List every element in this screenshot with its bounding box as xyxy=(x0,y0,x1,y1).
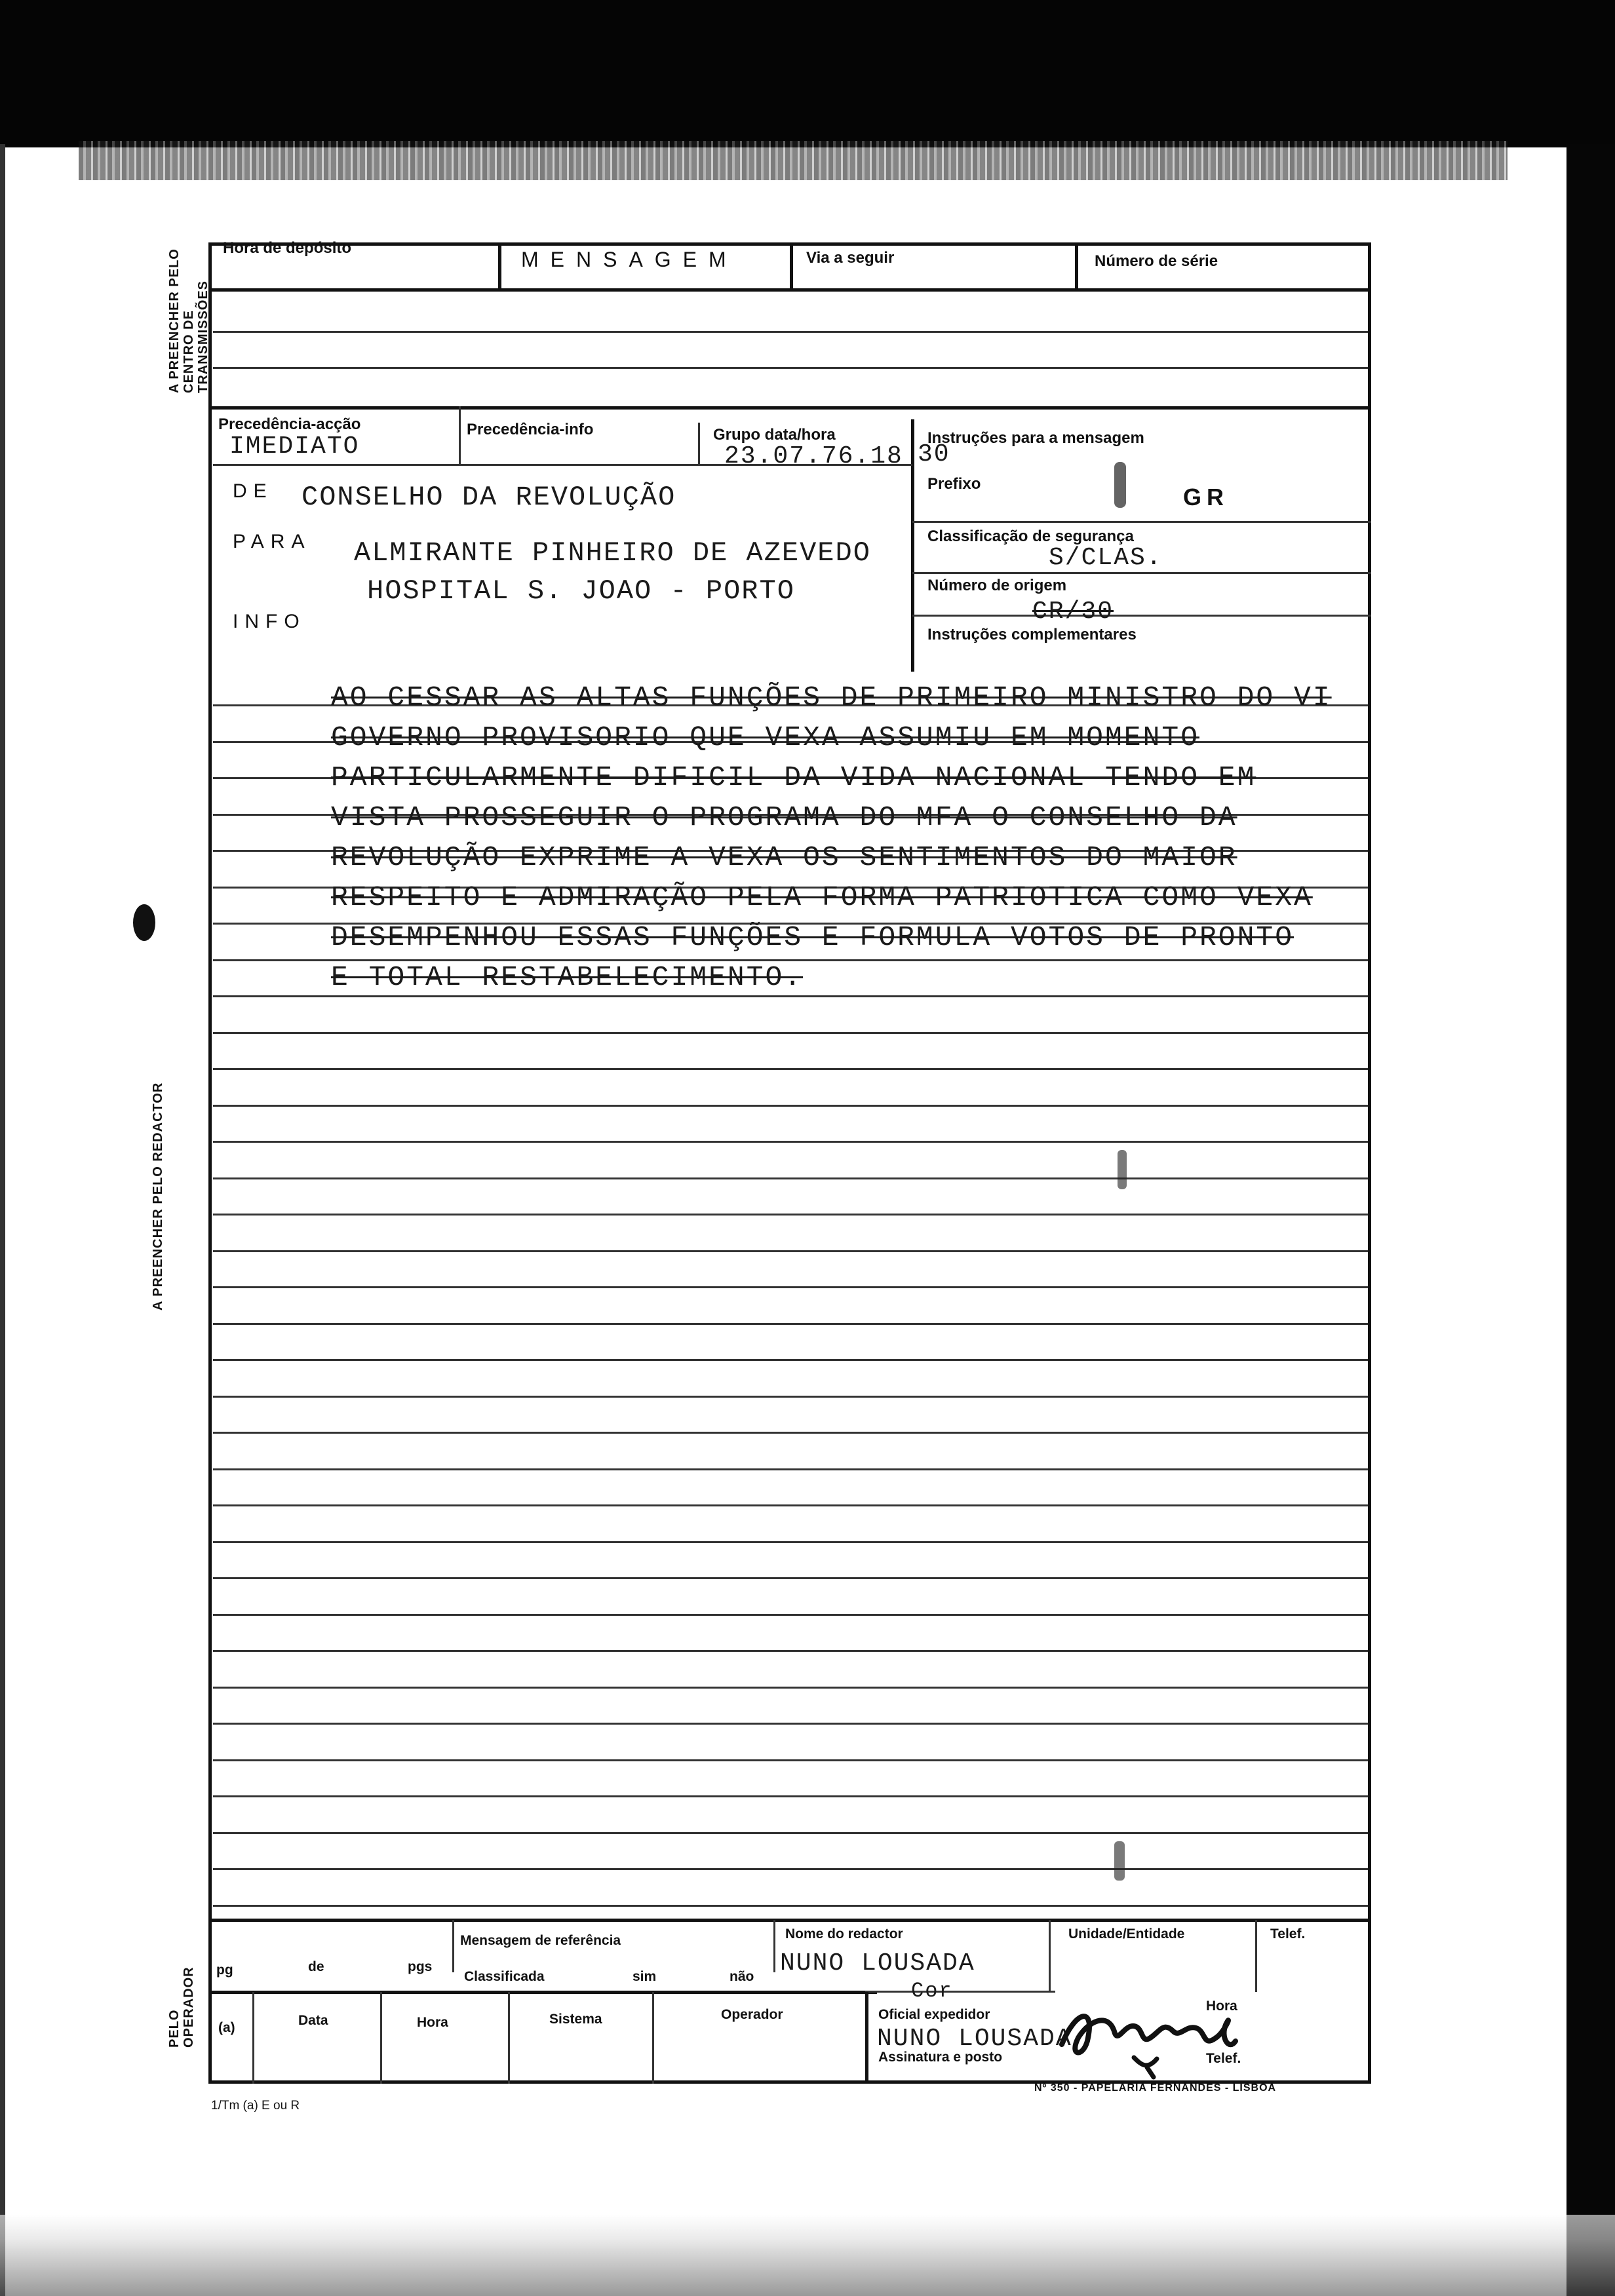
footer-divider-v xyxy=(652,1992,654,2084)
ruled-line xyxy=(213,1105,1368,1107)
prefixo-value: GR xyxy=(1183,484,1229,510)
routing-divider-v3 xyxy=(911,419,914,672)
ruled-line xyxy=(213,1323,1368,1325)
routing-divider-v2 xyxy=(698,423,700,465)
ruled-line xyxy=(213,1068,1368,1070)
header-divider-v1 xyxy=(498,242,501,290)
ruled-line xyxy=(213,367,1368,369)
header-divider-v2 xyxy=(790,242,793,290)
footer-divider-v xyxy=(1049,1920,1051,1992)
ruled-line xyxy=(213,1250,1368,1252)
de-label: DE xyxy=(233,480,273,502)
ruled-line xyxy=(213,1795,1368,1797)
nome-redactor-value: NUNO LOUSADA xyxy=(780,1949,975,1978)
ruled-line xyxy=(213,1868,1368,1870)
mensagem-referencia-label: Mensagem de referência xyxy=(460,1933,621,1948)
ruled-line xyxy=(213,1468,1368,1470)
para-value-1: ALMIRANTE PINHEIRO DE AZEVEDO xyxy=(354,537,871,569)
routing-line-right xyxy=(912,615,1371,617)
side-label-redactor: A PREENCHER PELO REDACTOR xyxy=(151,1082,165,1311)
ruled-line xyxy=(213,1832,1368,1834)
nome-redactor-label: Nome do redactor xyxy=(785,1926,903,1942)
footer-divider-v xyxy=(252,1992,254,2084)
routing-line-right xyxy=(912,572,1371,574)
ruled-line xyxy=(213,1541,1368,1543)
numero-origem-label: Número de origem xyxy=(927,577,1067,594)
side-label-operador: PELO OPERADOR xyxy=(167,1966,196,2048)
nao-label: não xyxy=(730,1969,754,1984)
section-divider xyxy=(208,406,1371,410)
classificacao-value: S/CLAS. xyxy=(1049,544,1163,572)
ruled-line xyxy=(213,1614,1368,1616)
classificada-label: Classificada xyxy=(464,1969,545,1984)
routing-divider-v1 xyxy=(459,406,461,465)
operador-label: Operador xyxy=(721,2007,783,2022)
para-value-2: HOSPITAL S. JOAO - PORTO xyxy=(367,575,795,607)
assinatura-posto-label: Assinatura e posto xyxy=(878,2050,1003,2065)
ruled-line xyxy=(213,1359,1368,1361)
hora-label: Hora xyxy=(417,2015,448,2030)
prefixo-label: Prefixo xyxy=(927,475,981,493)
footer-divider-3 xyxy=(865,1991,1055,1993)
ink-mark xyxy=(1114,1841,1125,1881)
ruled-line xyxy=(213,1759,1368,1761)
ruled-line xyxy=(213,1905,1368,1907)
message-line: RESPEITO E ADMIRAÇÃO PELA FORMA PATRIOTICA COMO VEXA xyxy=(331,881,1313,913)
precedencia-accao-label: Precedência-acção xyxy=(218,415,361,433)
hora-deposito-label: Hora de depósito xyxy=(223,239,352,257)
sim-label: sim xyxy=(632,1969,657,1984)
instrucoes-mensagem-label: Instruções para a mensagem xyxy=(927,429,1144,447)
footer-divider-2 xyxy=(208,1991,877,1994)
ruled-line xyxy=(213,1504,1368,1506)
ruled-line xyxy=(213,1723,1368,1725)
ruled-line xyxy=(213,1214,1368,1215)
footer-divider xyxy=(208,1919,1371,1922)
pg-label: pg xyxy=(216,1962,233,1978)
oficial-telef-label: Telef. xyxy=(1206,2051,1241,2066)
pg-de-label: de xyxy=(308,1959,324,1974)
header-divider-v3 xyxy=(1075,242,1078,290)
footer-divider-v xyxy=(380,1992,382,2084)
oficial-expedidor-value: NUNO LOUSADA xyxy=(877,2025,1072,2053)
message-line: VISTA PROSSEGUIR O PROGRAMA DO MFA O CONSELHO DA xyxy=(331,801,1237,833)
numero-origem-value: CR/30 xyxy=(1032,598,1114,626)
grupo-data-hora-value: 23.07.76.18 xyxy=(724,442,903,470)
info-label: INFO xyxy=(233,611,306,632)
oficial-expedidor-label: Oficial expedidor xyxy=(878,2007,990,2022)
oficial-hora-label: Hora xyxy=(1206,1999,1237,2014)
nome-redactor-rank: Cor xyxy=(911,1979,953,2003)
side-label-centro: A PREENCHER PELO CENTRO DE TRANSMISSÕES xyxy=(167,248,210,393)
message-line: DESEMPENHOU ESSAS FUNÇÕES E FORMULA VOTOS DE PRONTO xyxy=(331,921,1294,953)
numero-serie-label: Número de série xyxy=(1095,252,1218,270)
ruled-line xyxy=(213,1687,1368,1689)
ruled-line xyxy=(213,1577,1368,1579)
routing-line-right xyxy=(912,521,1371,523)
grupo-data-hora-value-cont: 30 xyxy=(918,440,950,469)
ruled-line xyxy=(213,1432,1368,1434)
scan-border-top xyxy=(0,0,1615,147)
footer-divider-v xyxy=(865,1992,868,2084)
data-label: Data xyxy=(298,2013,328,2028)
ruled-line xyxy=(213,1032,1368,1034)
punch-hole xyxy=(133,904,155,941)
message-line: REVOLUÇÃO EXPRIME A VEXA OS SENTIMENTOS DO MAIOR xyxy=(331,841,1237,873)
ruled-line xyxy=(213,1396,1368,1398)
scan-noise-top xyxy=(79,141,1508,180)
sistema-label: Sistema xyxy=(549,2012,602,2027)
printer-imprint: Nº 350 - PAPELARIA FERNANDES - LISBOA xyxy=(1034,2082,1277,2094)
precedencia-accao-value: IMEDIATO xyxy=(229,432,360,461)
footer-divider-v xyxy=(452,1920,454,1972)
ruled-line xyxy=(213,995,1368,997)
scan-border-bottom xyxy=(0,2215,1615,2296)
message-line: AO CESSAR AS ALTAS FUNÇÕES DE PRIMEIRO MINISTRO DO VI xyxy=(331,681,1332,714)
message-line: PARTICULARMENTE DIFICIL DA VIDA NACIONAL TENDO EM xyxy=(331,761,1256,794)
telef-label: Telef. xyxy=(1270,1926,1306,1942)
ruled-line xyxy=(213,1286,1368,1288)
ink-mark xyxy=(1118,1150,1127,1189)
message-form-frame xyxy=(208,242,1371,2084)
ruled-line xyxy=(213,1141,1368,1143)
ink-mark xyxy=(1114,462,1126,508)
classificacao-label: Classificação de segurança xyxy=(927,527,1134,545)
para-label: PARA xyxy=(233,531,311,552)
pgs-label: pgs xyxy=(408,1959,433,1974)
form-title: MENSAGEM xyxy=(521,248,738,271)
message-line: GOVERNO PROVISORIO QUE VEXA ASSUMIU EM MOMENTO xyxy=(331,721,1199,754)
message-line: E TOTAL RESTABELECIMENTO. xyxy=(331,961,804,993)
form-code: 1/Tm (a) E ou R xyxy=(211,2099,300,2113)
footer-divider-v xyxy=(508,1992,510,2084)
footer-divider-v xyxy=(773,1920,775,1972)
instrucoes-complementares-label: Instruções complementares xyxy=(927,626,1137,643)
a-label: (a) xyxy=(218,2020,235,2035)
ruled-line xyxy=(213,1650,1368,1652)
grupo-data-hora-label: Grupo data/hora xyxy=(713,426,836,444)
via-seguir-label: Via a seguir xyxy=(806,249,895,267)
handwritten-signature xyxy=(1049,1985,1245,2084)
scan-border-right xyxy=(1566,144,1615,2296)
ruled-line xyxy=(213,331,1368,333)
de-value: CONSELHO DA REVOLUÇÃO xyxy=(302,482,676,513)
footer-divider-v xyxy=(1255,1920,1257,1992)
precedencia-info-label: Precedência-info xyxy=(467,421,594,438)
scan-border-left xyxy=(0,144,5,2296)
ruled-line xyxy=(213,1177,1368,1179)
unidade-entidade-label: Unidade/Entidade xyxy=(1068,1926,1185,1942)
